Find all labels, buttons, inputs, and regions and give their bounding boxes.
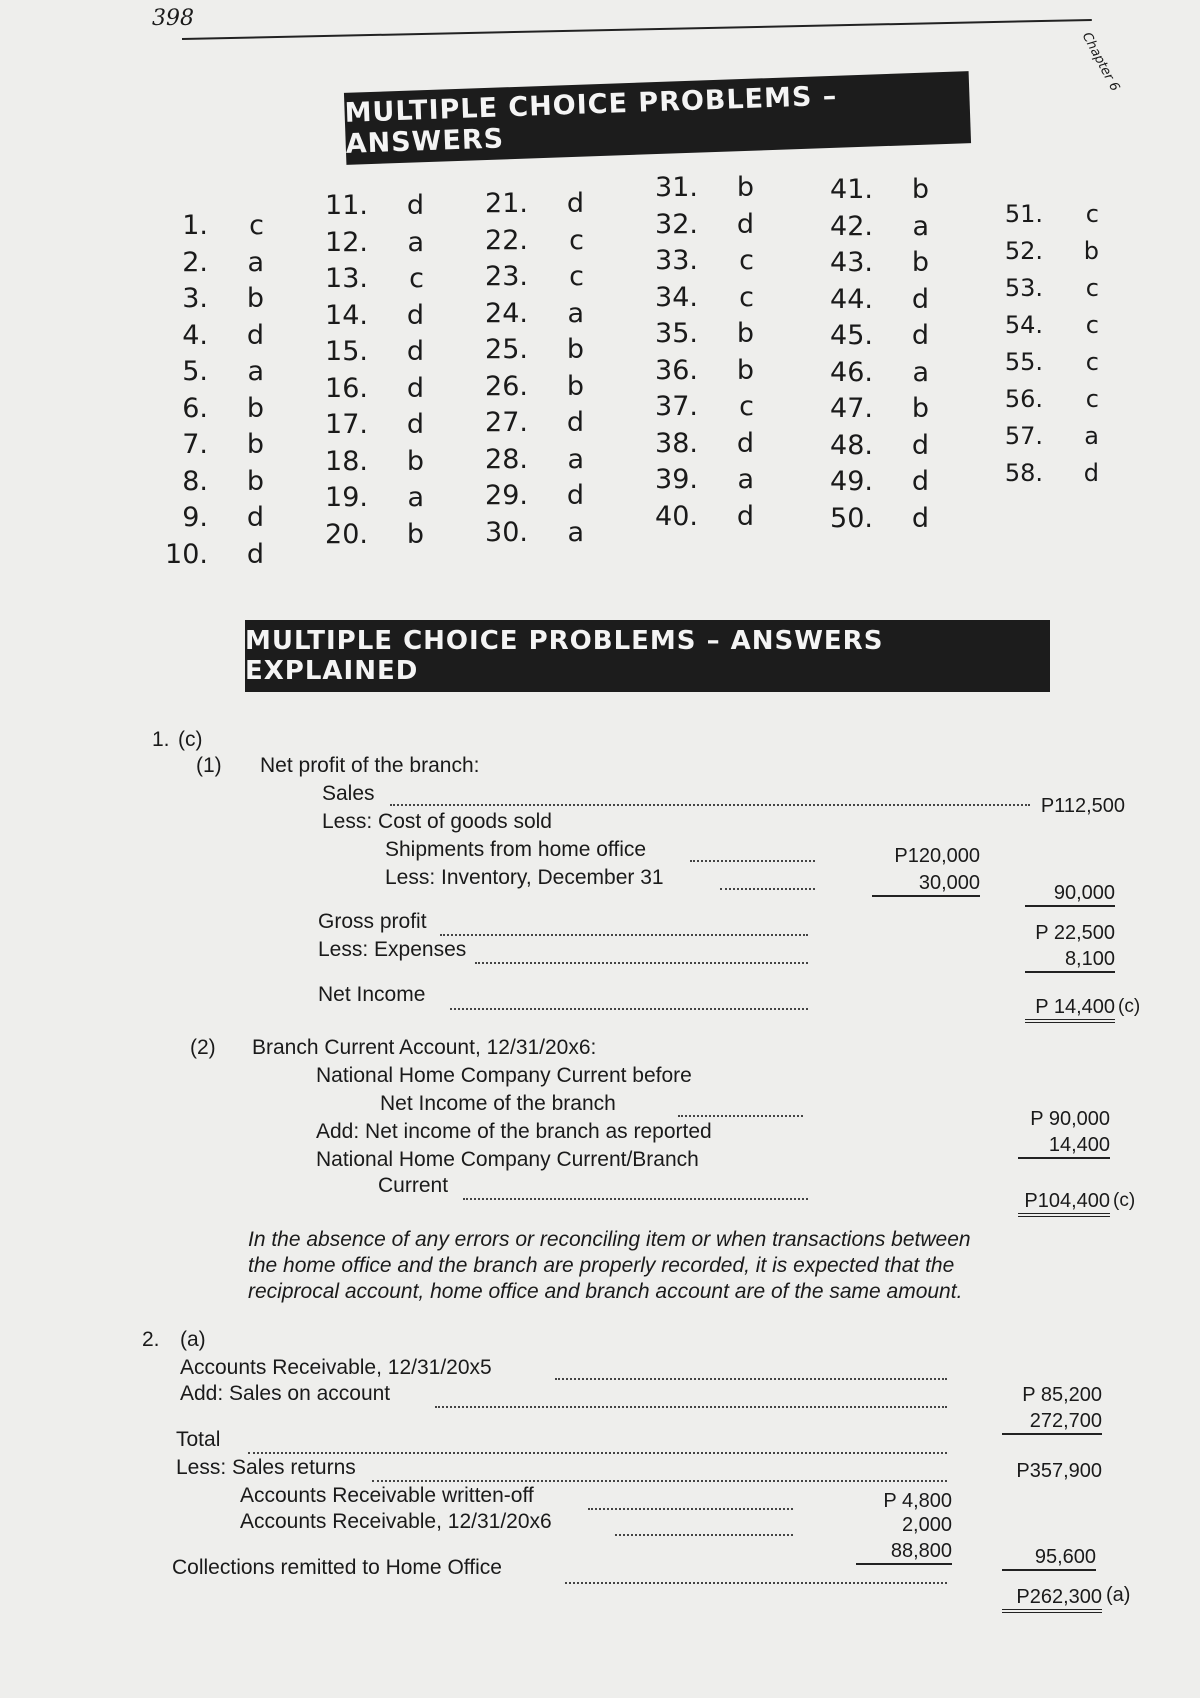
answer-letter: b [736,354,754,386]
answer-letter: b [246,465,264,497]
inventory-value: 30,000 [872,872,980,897]
answer-row [985,344,1099,381]
question-number: 12. [325,226,368,258]
answer-row [310,444,424,481]
less-inventory-label: Less: Inventory, December 31 [385,866,664,889]
question-number: 45. [830,320,873,351]
answer-row [985,270,1099,307]
question-number: 21. [485,188,528,219]
answer-letter: d [911,502,929,534]
ar-begin-value: P 85,200 [1022,1384,1102,1406]
add-sales-value: 272,700 [1002,1410,1102,1435]
answer-row [815,172,929,209]
nhc-branch-mark: (c) [1113,1190,1136,1211]
answer-letter: a [247,356,264,387]
question-number: 48. [830,429,873,461]
nhc-before-value: P 90,000 [1030,1108,1110,1130]
answer-letter: d [566,188,584,219]
net-income-mark: (c) [1118,996,1141,1017]
question-number: 4. [182,319,208,351]
question-number: 35. [655,318,698,349]
question-number: 28. [485,443,528,475]
answer-letter: b [246,429,264,460]
answer-row [640,316,754,353]
answer-letter: c [1085,311,1099,339]
question-number: 32. [655,208,698,240]
answer-letter: b [566,334,584,365]
answer-row [150,500,264,537]
question-number: 15. [325,336,368,367]
answer-row [815,391,929,428]
answer-letter: d [736,500,754,532]
answer-letter: c [739,245,754,276]
problem-1-part1-label: (1) [196,754,222,777]
answer-row [470,259,584,296]
note-line-2: the home office and the branch are properly recorded, it is expected that the [248,1254,955,1277]
returns-value: P 4,800 [883,1490,952,1512]
answer-row [985,233,1099,270]
answer-letter: d [406,190,424,221]
answer-letter: b [566,370,584,402]
answer-row [815,282,929,319]
answer-column [640,170,754,535]
answer-letter: d [736,427,754,459]
answer-row [310,371,424,408]
ar-end-label: Accounts Receivable, 12/31/20x6 [240,1510,552,1533]
answer-letter: d [246,538,264,570]
leader-dots [475,962,808,964]
total-value: P357,900 [1016,1460,1102,1482]
answer-row [640,426,754,463]
answer-letter: d [911,283,929,315]
leader-dots [565,1582,947,1584]
answer-letter: a [567,516,584,548]
question-number: 17. [325,409,368,440]
question-number: 34. [655,281,698,313]
answer-row [150,427,264,464]
ar-begin-label: Accounts Receivable, 12/31/20x5 [180,1356,492,1379]
question-number: 42. [830,210,873,242]
question-number: 5. [182,356,208,387]
net-income-label: Net Income [318,983,426,1006]
answer-column [310,188,424,553]
leader-dots [463,1198,808,1200]
leader-dots [555,1378,947,1380]
leader-dots [440,934,808,936]
answer-letter: c [249,210,264,241]
expenses-value: 8,100 [1025,948,1115,973]
answer-row [640,389,754,426]
answer-row [310,188,424,225]
problem-1-answer: (c) [178,728,203,751]
ar-end-value: 88,800 [856,1540,952,1565]
answer-row [470,442,584,479]
problem-1-part2-label: (2) [190,1036,216,1059]
answer-column [815,172,929,537]
answer-letter: d [406,299,424,331]
answer-row [310,298,424,335]
problem-1-part1-title: Net profit of the branch: [260,754,480,777]
answers-banner: MULTIPLE CHOICE PROBLEMS – ANSWERS [344,71,971,165]
answer-row [640,243,754,280]
question-number: 19. [325,482,368,513]
answer-letter: c [409,263,424,294]
answer-row [310,334,424,371]
answer-row [470,332,584,369]
nhc-branch-line2: Current [378,1174,449,1197]
add-net-income-value: 14,400 [1018,1134,1110,1159]
question-number: 16. [325,372,368,404]
answer-letter: d [911,320,929,351]
answer-letter: d [911,429,929,461]
question-number: 6. [182,392,208,424]
nhc-branch-line1: National Home Company Current/Branch [316,1148,699,1171]
answer-letter: b [246,283,264,314]
note-line-1: In the absence of any errors or reconciling item or when transactions between [248,1228,971,1251]
answer-row [150,464,264,501]
answer-letter: d [406,336,424,367]
answer-letter: d [1083,459,1099,487]
answer-row [470,186,584,223]
question-number: 10. [165,538,208,570]
answer-letter: b [911,393,929,424]
shipments-value: P120,000 [894,845,980,867]
gross-profit-label: Gross profit [318,910,427,933]
deductions-value: 95,600 [1002,1546,1096,1571]
gross-profit-value: P 22,500 [1035,922,1115,944]
leader-dots [678,1115,803,1117]
chapter-label: Chapter 6 [1078,30,1123,94]
question-number: 43. [830,247,873,278]
answer-row [815,428,929,465]
answer-row [310,225,424,262]
answer-letter: d [406,409,424,440]
question-number: 53. [1004,274,1043,302]
question-number: 25. [485,334,528,365]
question-number: 20. [325,518,368,550]
answer-letter: b [1083,237,1099,265]
question-number: 26. [485,370,528,402]
question-number: 2. [182,246,208,278]
question-number: 51. [1004,200,1043,228]
answer-row [310,407,424,444]
answer-letter: d [406,372,424,404]
question-number: 24. [485,297,528,329]
answer-letter: a [912,210,929,242]
answer-letter: b [406,518,424,550]
problem-2-answer: (a) [180,1328,206,1351]
answer-letter: b [736,318,754,349]
problem-1-part2-title: Branch Current Account, 12/31/20x6: [252,1036,597,1059]
question-number: 46. [830,356,873,388]
question-number: 50. [830,502,873,534]
question-number: 9. [182,502,208,533]
question-number: 36. [655,354,698,386]
question-number: 52. [1004,237,1043,265]
answer-row [815,355,929,392]
answer-letter: b [246,392,264,424]
answer-row [985,455,1099,492]
answer-letter: c [569,224,584,256]
question-number: 30. [485,516,528,548]
question-number: 55. [1004,348,1043,376]
answer-row [815,501,929,538]
question-number: 58. [1004,459,1043,487]
leader-dots [690,860,815,862]
answer-row [985,381,1099,418]
answer-row [640,280,754,317]
nhc-before-line2: Net Income of the branch [380,1092,616,1115]
answer-letter: d [736,208,754,240]
header-rule [182,19,1092,40]
question-number: 38. [655,427,698,459]
ar-writtenoff-label: Accounts Receivable written-off [240,1484,534,1507]
answer-letter: c [1085,385,1099,413]
question-number: 44. [830,283,873,315]
question-number: 37. [655,391,698,422]
question-number: 41. [830,174,873,205]
answer-row [815,318,929,355]
answer-column [470,186,584,551]
answer-row [310,261,424,298]
collections-value: P262,300 [1002,1586,1102,1613]
nhc-before-line1: National Home Company Current before [316,1064,692,1087]
answer-row [150,318,264,355]
answer-row [150,391,264,428]
answer-row [815,245,929,282]
leader-dots [588,1508,793,1510]
answer-letter: a [407,226,424,258]
question-number: 56. [1004,385,1043,413]
answer-letter: a [247,246,264,278]
answer-row [150,245,264,282]
answer-letter: c [569,261,584,292]
answer-column [150,208,264,573]
collections-label: Collections remitted to Home Office [172,1556,502,1579]
question-number: 27. [485,407,528,438]
answer-letter: a [407,482,424,513]
question-number: 33. [655,245,698,276]
problem-2-label: 2. [142,1328,160,1351]
question-number: 57. [1004,422,1043,450]
answer-row [470,515,584,552]
answer-row [640,170,754,207]
question-number: 1. [182,210,208,241]
answer-row [470,296,584,333]
answer-letter: b [911,247,929,278]
answer-row [815,209,929,246]
answer-row [985,307,1099,344]
question-number: 14. [325,299,368,331]
question-number: 18. [325,445,368,477]
leader-dots [720,888,815,890]
answer-row [640,462,754,499]
question-number: 47. [830,393,873,424]
answer-letter: a [567,297,584,329]
answer-row [815,464,929,501]
problem-1-label: 1. [152,728,170,751]
leader-dots [450,1008,808,1010]
question-number: 22. [485,224,528,256]
question-number: 49. [830,466,873,497]
leader-dots [435,1406,947,1408]
answer-letter: c [1085,348,1099,376]
answer-row [640,207,754,244]
question-number: 11. [325,190,368,221]
question-number: 39. [655,464,698,495]
answer-row [640,353,754,390]
question-number: 54. [1004,311,1043,339]
question-number: 40. [655,500,698,532]
question-number: 3. [182,283,208,314]
shipments-label: Shipments from home office [385,838,647,861]
answer-row [150,537,264,574]
collections-mark: (a) [1106,1584,1131,1606]
less-cogs-label: Less: Cost of goods sold [322,810,552,833]
page-number: 398 [152,6,194,31]
answer-letter: d [566,407,584,438]
answer-letter: c [1085,274,1099,302]
nhc-branch-value: P104,400 [1018,1190,1110,1217]
answer-letter: a [567,443,584,475]
add-sales-label: Add: Sales on account [180,1382,391,1405]
answer-letter: c [739,281,754,313]
answer-letter: b [406,445,424,477]
answer-row [470,369,584,406]
answer-row [150,354,264,391]
answer-letter: d [246,502,264,533]
answer-column [985,196,1099,492]
ar-writtenoff-value: 2,000 [901,1514,952,1536]
leader-dots [615,1534,793,1536]
less-expenses-label: Less: Expenses [318,938,467,961]
answer-row [985,196,1099,233]
answers-explained-banner: MULTIPLE CHOICE PROBLEMS – ANSWERS EXPLAINED [245,620,1050,692]
answer-letter: a [912,356,929,388]
question-number: 23. [485,261,528,292]
question-number: 8. [182,465,208,497]
answer-row [470,405,584,442]
answer-row [150,208,264,245]
answer-letter: c [739,391,754,422]
answer-letter: c [1085,200,1099,228]
answer-letter: d [911,466,929,497]
answer-letter: d [566,480,584,511]
sales-value: P112,500 [1040,795,1125,817]
answer-letter: a [1084,422,1099,450]
answer-letter: b [736,172,754,203]
note-line-3: reciprocal account, home office and branch account are of the same amount. [248,1280,963,1303]
leader-dots [248,1452,947,1454]
answer-row [470,223,584,260]
answer-row [310,480,424,517]
question-number: 7. [182,429,208,460]
answer-letter: a [737,464,754,495]
answer-row [985,418,1099,455]
question-number: 13. [325,263,368,294]
question-number: 29. [485,480,528,511]
less-returns-label: Less: Sales returns [176,1456,356,1479]
answer-row [310,517,424,554]
answer-letter: b [911,174,929,205]
answer-letter: d [246,319,264,351]
add-net-income-label: Add: Net income of the branch as reported [316,1120,712,1143]
answer-row [470,478,584,515]
question-number: 31. [655,172,698,203]
answer-row [150,281,264,318]
cogs-value: 90,000 [1025,882,1115,907]
leader-dots [390,804,1030,806]
answer-row [640,499,754,536]
leader-dots [372,1480,947,1482]
sales-label: Sales [322,782,375,805]
total-label: Total [176,1428,221,1451]
net-income-value: P 14,400 [1025,996,1115,1023]
